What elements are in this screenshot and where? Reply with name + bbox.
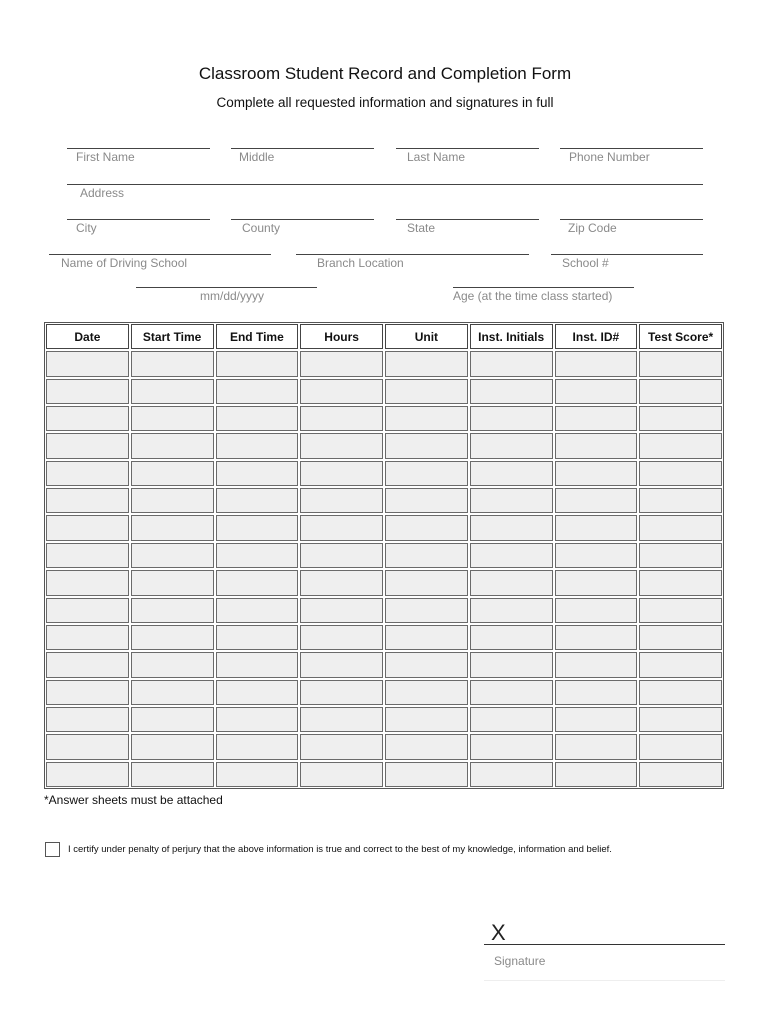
table-cell[interactable] <box>385 625 468 650</box>
table-cell[interactable] <box>216 406 299 431</box>
table-cell[interactable] <box>639 652 722 677</box>
record-table <box>44 322 724 789</box>
table-cell[interactable] <box>639 406 722 431</box>
table-cell[interactable] <box>131 515 214 540</box>
table-cell[interactable] <box>131 762 214 787</box>
table-cell[interactable] <box>216 461 299 486</box>
certification-text: I certify under penalty of perjury that the above information is true and correct to the best of my knowledge, information and belief. <box>68 844 612 855</box>
table-cell[interactable] <box>131 707 214 732</box>
table-cell[interactable] <box>385 570 468 595</box>
table-cell[interactable] <box>385 379 468 404</box>
table-cell[interactable] <box>385 406 468 431</box>
table-cell[interactable] <box>555 351 638 376</box>
table-cell[interactable] <box>555 461 638 486</box>
table-cell[interactable] <box>300 543 383 568</box>
phone-number-field[interactable] <box>560 148 703 164</box>
table-cell[interactable] <box>46 406 129 431</box>
table-cell[interactable] <box>555 433 638 458</box>
table-cell[interactable] <box>470 652 553 677</box>
table-cell[interactable] <box>385 461 468 486</box>
table-cell[interactable] <box>555 543 638 568</box>
table-cell[interactable] <box>300 406 383 431</box>
school-number-field[interactable] <box>551 254 703 270</box>
table-cell[interactable] <box>470 379 553 404</box>
city-field[interactable] <box>67 219 210 235</box>
table-cell[interactable] <box>216 515 299 540</box>
table-cell[interactable] <box>46 570 129 595</box>
table-cell[interactable] <box>470 707 553 732</box>
table-cell[interactable] <box>46 433 129 458</box>
table-cell[interactable] <box>470 570 553 595</box>
last-name-label: Last Name <box>407 150 466 164</box>
signature-divider <box>484 980 725 981</box>
table-cell[interactable] <box>300 680 383 705</box>
table-cell[interactable] <box>385 351 468 376</box>
table-cell[interactable] <box>385 680 468 705</box>
table-cell[interactable] <box>470 406 553 431</box>
column-header: Test Score* <box>639 324 722 349</box>
table-cell[interactable] <box>300 515 383 540</box>
table-cell[interactable] <box>470 680 553 705</box>
table-cell[interactable] <box>216 762 299 787</box>
table-cell[interactable] <box>131 488 214 513</box>
column-header: Start Time <box>131 324 214 349</box>
table-cell[interactable] <box>470 543 553 568</box>
age-field[interactable] <box>453 287 634 303</box>
branch-location-label: Branch Location <box>317 256 404 270</box>
branch-location-field[interactable] <box>296 254 529 270</box>
table-cell[interactable] <box>470 433 553 458</box>
column-header: End Time <box>216 324 299 349</box>
table-cell[interactable] <box>46 488 129 513</box>
table-cell[interactable] <box>131 570 214 595</box>
table-cell[interactable] <box>300 379 383 404</box>
signature-line[interactable] <box>484 944 725 945</box>
table-cell[interactable] <box>131 433 214 458</box>
table-cell[interactable] <box>639 351 722 376</box>
county-label: County <box>242 221 281 235</box>
table-cell[interactable] <box>131 461 214 486</box>
table-cell[interactable] <box>639 488 722 513</box>
table-cell[interactable] <box>46 762 129 787</box>
table-cell[interactable] <box>216 707 299 732</box>
table-cell[interactable] <box>300 433 383 458</box>
table-cell[interactable] <box>46 707 129 732</box>
table-cell[interactable] <box>216 433 299 458</box>
table-cell[interactable] <box>300 734 383 759</box>
table-cell[interactable] <box>470 488 553 513</box>
table-cell[interactable] <box>131 351 214 376</box>
table-cell[interactable] <box>639 433 722 458</box>
date-format-label: mm/dd/yyyy <box>200 289 265 303</box>
table-cell[interactable] <box>216 680 299 705</box>
table-cell[interactable] <box>385 598 468 623</box>
table-cell[interactable] <box>300 598 383 623</box>
table-cell[interactable] <box>131 598 214 623</box>
table-cell[interactable] <box>216 570 299 595</box>
table-cell[interactable] <box>555 515 638 540</box>
table-cell[interactable] <box>46 652 129 677</box>
table-cell[interactable] <box>385 707 468 732</box>
table-cell[interactable] <box>46 680 129 705</box>
zip-code-field[interactable] <box>560 219 703 235</box>
table-cell[interactable] <box>385 652 468 677</box>
table-cell[interactable] <box>639 680 722 705</box>
table-cell[interactable] <box>385 515 468 540</box>
table-cell[interactable] <box>300 570 383 595</box>
table-cell[interactable] <box>300 461 383 486</box>
table-cell[interactable] <box>555 379 638 404</box>
signature-label: Signature <box>494 954 546 968</box>
table-cell[interactable] <box>470 598 553 623</box>
table-cell[interactable] <box>555 762 638 787</box>
table-cell[interactable] <box>131 543 214 568</box>
table-cell[interactable] <box>46 625 129 650</box>
table-cell[interactable] <box>131 625 214 650</box>
signature-mark: X <box>491 920 506 945</box>
table-cell[interactable] <box>555 652 638 677</box>
address-field[interactable] <box>67 184 703 200</box>
table-cell[interactable] <box>385 433 468 458</box>
school-number-label: School # <box>562 256 609 270</box>
table-cell[interactable] <box>555 488 638 513</box>
table-cell[interactable] <box>555 570 638 595</box>
table-cell[interactable] <box>300 652 383 677</box>
table-cell[interactable] <box>470 351 553 376</box>
table-cell[interactable] <box>216 734 299 759</box>
table-cell[interactable] <box>216 488 299 513</box>
table-cell[interactable] <box>639 625 722 650</box>
phone-number-label: Phone Number <box>569 150 650 164</box>
table-cell[interactable] <box>470 515 553 540</box>
table-cell[interactable] <box>555 598 638 623</box>
table-cell[interactable] <box>470 461 553 486</box>
age-label: Age (at the time class started) <box>453 289 613 303</box>
table-cell[interactable] <box>639 734 722 759</box>
table-cell[interactable] <box>216 351 299 376</box>
certify-checkbox[interactable] <box>45 842 60 857</box>
middle-name-field[interactable] <box>231 148 374 164</box>
table-cell[interactable] <box>639 707 722 732</box>
table-cell[interactable] <box>639 570 722 595</box>
state-label: State <box>407 221 436 235</box>
table-cell[interactable] <box>300 625 383 650</box>
column-header: Inst. ID# <box>555 324 638 349</box>
table-cell[interactable] <box>639 543 722 568</box>
table-cell[interactable] <box>300 351 383 376</box>
first-name-label: First Name <box>76 150 135 164</box>
table-cell[interactable] <box>216 543 299 568</box>
answer-sheet-note: *Answer sheets must be attached <box>44 793 223 807</box>
form-title: Classroom Student Record and Completion Form <box>198 64 572 83</box>
table-cell[interactable] <box>639 762 722 787</box>
table-cell[interactable] <box>639 461 722 486</box>
table-cell[interactable] <box>470 625 553 650</box>
table-cell[interactable] <box>46 379 129 404</box>
table-cell[interactable] <box>300 762 383 787</box>
county-field[interactable] <box>231 219 374 235</box>
city-label: City <box>76 221 97 235</box>
table-cell[interactable] <box>131 406 214 431</box>
form-subtitle: Complete all requested information and signatures in full <box>216 95 554 110</box>
table-cell[interactable] <box>46 543 129 568</box>
column-header: Unit <box>385 324 468 349</box>
first-name-field[interactable] <box>67 148 210 164</box>
table-cell[interactable] <box>555 707 638 732</box>
table-cell[interactable] <box>470 734 553 759</box>
column-header: Date <box>46 324 129 349</box>
table-cell[interactable] <box>216 379 299 404</box>
driving-school-label: Name of Driving School <box>61 256 188 270</box>
table-cell[interactable] <box>216 598 299 623</box>
table-cell[interactable] <box>131 680 214 705</box>
table-cell[interactable] <box>555 734 638 759</box>
table-cell[interactable] <box>131 734 214 759</box>
table-cell[interactable] <box>555 680 638 705</box>
table-cell[interactable] <box>300 488 383 513</box>
last-name-field[interactable] <box>396 148 539 164</box>
table-cell[interactable] <box>639 598 722 623</box>
table-cell[interactable] <box>216 625 299 650</box>
column-header: Hours <box>300 324 383 349</box>
table-cell[interactable] <box>470 762 553 787</box>
table-cell[interactable] <box>300 707 383 732</box>
table-cell[interactable] <box>555 625 638 650</box>
address-label: Address <box>80 186 125 200</box>
date-field[interactable] <box>136 287 317 303</box>
driving-school-field[interactable] <box>49 254 271 270</box>
column-header: Inst. Initials <box>470 324 553 349</box>
table-cell[interactable] <box>639 515 722 540</box>
table-cell[interactable] <box>555 406 638 431</box>
table-cell[interactable] <box>131 652 214 677</box>
state-field[interactable] <box>396 219 539 235</box>
table-cell[interactable] <box>131 379 214 404</box>
table-cell[interactable] <box>385 734 468 759</box>
table-cell[interactable] <box>46 734 129 759</box>
table-cell[interactable] <box>639 379 722 404</box>
table-cell[interactable] <box>385 762 468 787</box>
table-cell[interactable] <box>216 652 299 677</box>
table-cell[interactable] <box>46 515 129 540</box>
table-cell[interactable] <box>46 598 129 623</box>
table-cell[interactable] <box>385 488 468 513</box>
table-cell[interactable] <box>46 351 129 376</box>
middle-name-label: Middle <box>239 150 275 164</box>
table-cell[interactable] <box>385 543 468 568</box>
zip-code-label: Zip Code <box>568 221 617 235</box>
table-cell[interactable] <box>46 461 129 486</box>
